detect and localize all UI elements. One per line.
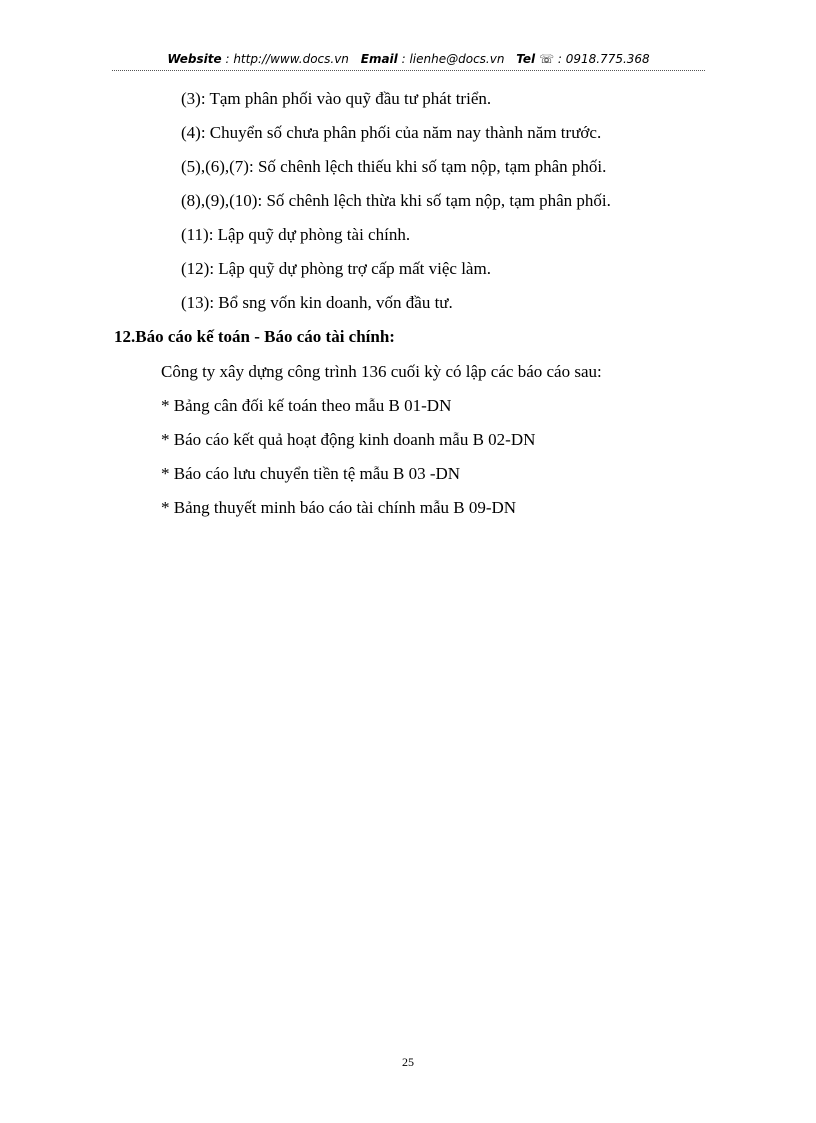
tel-label: Tel	[516, 52, 536, 66]
list-item: (5),(6),(7): Số chênh lệch thiếu khi số tạm nộp, tạm phân phối.	[181, 157, 607, 176]
report-item: * Báo cáo kết quả hoạt động kinh doanh mẫu B 02-DN	[161, 430, 536, 449]
report-item: * Bảng cân đối kế toán theo mẫu B 01-DN	[161, 396, 452, 415]
page-number: 25	[402, 1055, 414, 1069]
list-item: (12): Lập quỹ dự phòng trợ cấp mất việc làm.	[181, 259, 491, 278]
report-item: * Báo cáo lưu chuyển tiền tệ mẫu B 03 -DN	[161, 464, 461, 483]
phone-icon: ☏	[539, 52, 555, 66]
list-item: (4): Chuyển số chưa phân phối của năm nay thành năm trước.	[181, 123, 602, 142]
list-item: (13): Bổ sng vốn kin doanh, vốn đầu tư.	[181, 293, 453, 312]
website-label: Website	[167, 52, 222, 66]
list-item: (3): Tạm phân phối vào quỹ đầu tư phát triển.	[181, 89, 492, 108]
tel-number: : 0918.775.368	[557, 52, 650, 66]
email-address[interactable]: : lienhe@docs.vn	[401, 52, 505, 66]
list-item: (11): Lập quỹ dự phòng tài chính.	[181, 225, 411, 244]
intro-paragraph: Công ty xây dựng công trình 136 cuối kỳ có lập các báo cáo sau:	[161, 362, 602, 381]
email-label: Email	[360, 52, 398, 66]
section-heading: 12.Báo cáo kế toán - Báo cáo tài chính:	[114, 327, 395, 346]
page-header	[112, 50, 705, 71]
list-item: (8),(9),(10): Số chênh lệch thừa khi số tạm nộp, tạm phân phối.	[181, 191, 611, 210]
report-item: * Bảng thuyết minh báo cáo tài chính mẫu B 09-DN	[161, 498, 517, 517]
website-url[interactable]: : http://www.docs.vn	[225, 52, 349, 66]
